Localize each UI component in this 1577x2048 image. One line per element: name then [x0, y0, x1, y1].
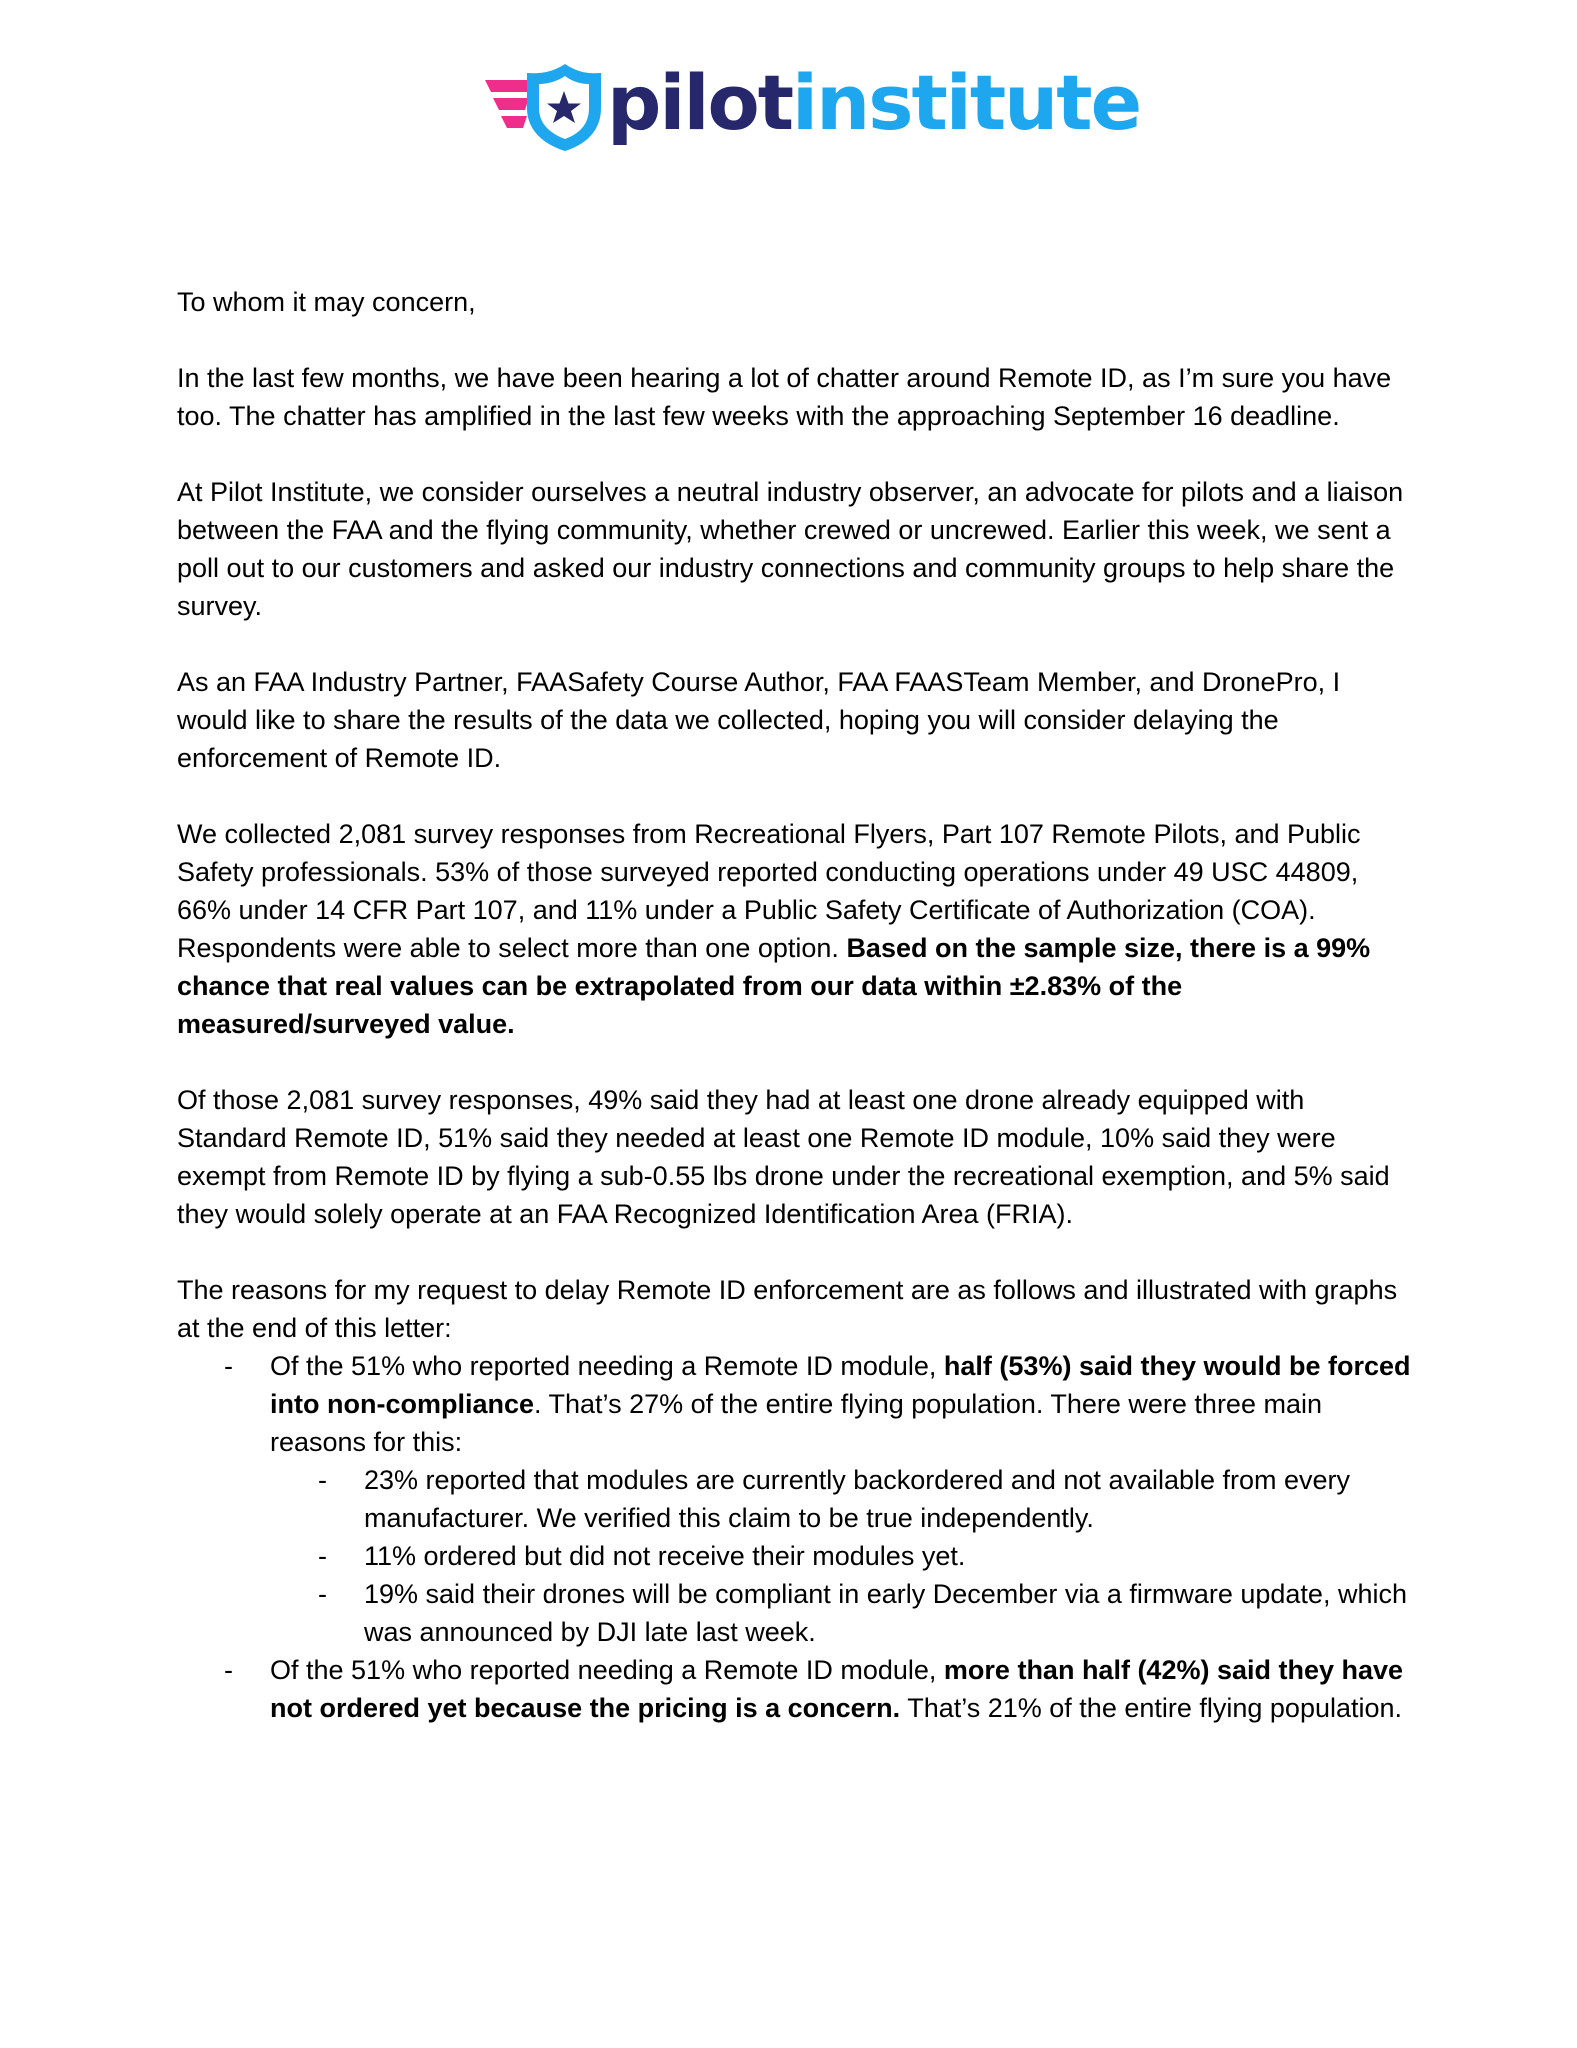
paragraph-request: As an FAA Industry Partner, FAASafety Course Author, FAA FAASTeam Member, and DronePro, I would like to share the results of the data we collected, hoping you will consider delaying the enforcement of Remote ID. — [177, 667, 1341, 773]
reason-text: Of the 51% who reported needing a Remote ID module, — [270, 1655, 937, 1685]
reason-text-after: That’s 21% of the entire flying population. — [907, 1693, 1403, 1723]
salutation: To whom it may concern, — [177, 287, 476, 317]
paragraph-intro: In the last few months, we have been hearing a lot of chatter around Remote ID, as I’m sure you have too. The chatter has amplified in the last few weeks with the approaching September 16 deadline. — [177, 363, 1392, 431]
sub-reason-item: - 23% reported that modules are currently backordered and not available from every manufacturer. We verified this claim to be true independently. — [270, 1461, 1412, 1537]
letter-body — [177, 283, 1412, 1727]
sub-reason-item: - 19% said their drones will be compliant in early December via a firmware update, which was announced by DJI late last week. — [270, 1575, 1412, 1651]
winged-shield-star-icon — [483, 58, 601, 153]
pilot-institute-logo — [483, 57, 1141, 153]
reason-text-after: . That’s 27% of the entire flying population. There were three main reasons for this: — [270, 1389, 1322, 1457]
logo-word-institute: institute — [792, 57, 1141, 147]
reason-text: Of the 51% who reported needing a Remote ID module, — [270, 1351, 937, 1381]
reasons-list — [177, 1347, 1412, 1727]
paragraph-neutral-observer: At Pilot Institute, we consider ourselves a neutral industry observer, an advocate for pilots and a liaison between the FAA and the flying community, whether crewed or uncrewed. Earlier this week, we sent a poll out to our customers and asked our industry connections and community groups to help share the survey. — [177, 477, 1404, 621]
reason-item — [177, 1651, 1412, 1727]
survey-methodology-text: We collected 2,081 survey responses from Recreational Flyers, Part 107 Remote Pilots, and Public Safety professionals. 53% of those surveyed reported conducting operations under 49 USC 44809, 66% under 14 CFR Part 107, and 11% under a Public Safety Certificate of Authorization (COA). Respondents were able to select more than one option. — [177, 819, 1361, 963]
reason-bold: half (53%) said they would be forced into non-compliance — [270, 1351, 1411, 1419]
logo-word-pilot: pilot — [607, 57, 793, 147]
sub-reasons-list — [270, 1461, 1412, 1651]
paragraph-reasons-intro: The reasons for my request to delay Remote ID enforcement are as follows and illustrated with graphs at the end of this letter: — [177, 1275, 1398, 1343]
logo-wordmark — [607, 57, 1141, 147]
survey-confidence-bold: Based on the sample size, there is a 99% chance that real values can be extrapolated from our data within ±2.83% of the measured/surveyed value. — [177, 933, 1371, 1039]
paragraph-survey-results: Of those 2,081 survey responses, 49% said they had at least one drone already equipped with Standard Remote ID, 51% said they needed at least one Remote ID module, 10% said they were exempt from Remote ID by flying a sub-0.55 lbs drone under the recreational exemption, and 5% said they would solely operate at an FAA Recognized Identification Area (FRIA). — [177, 1085, 1390, 1229]
sub-reason-item: - 11% ordered but did not receive their modules yet. — [270, 1537, 1412, 1575]
paragraph-survey-methodology — [177, 815, 1412, 1043]
reason-item — [177, 1347, 1412, 1651]
reason-bold: more than half (42%) said they have not ordered yet because the pricing is a concern. — [270, 1655, 1404, 1723]
